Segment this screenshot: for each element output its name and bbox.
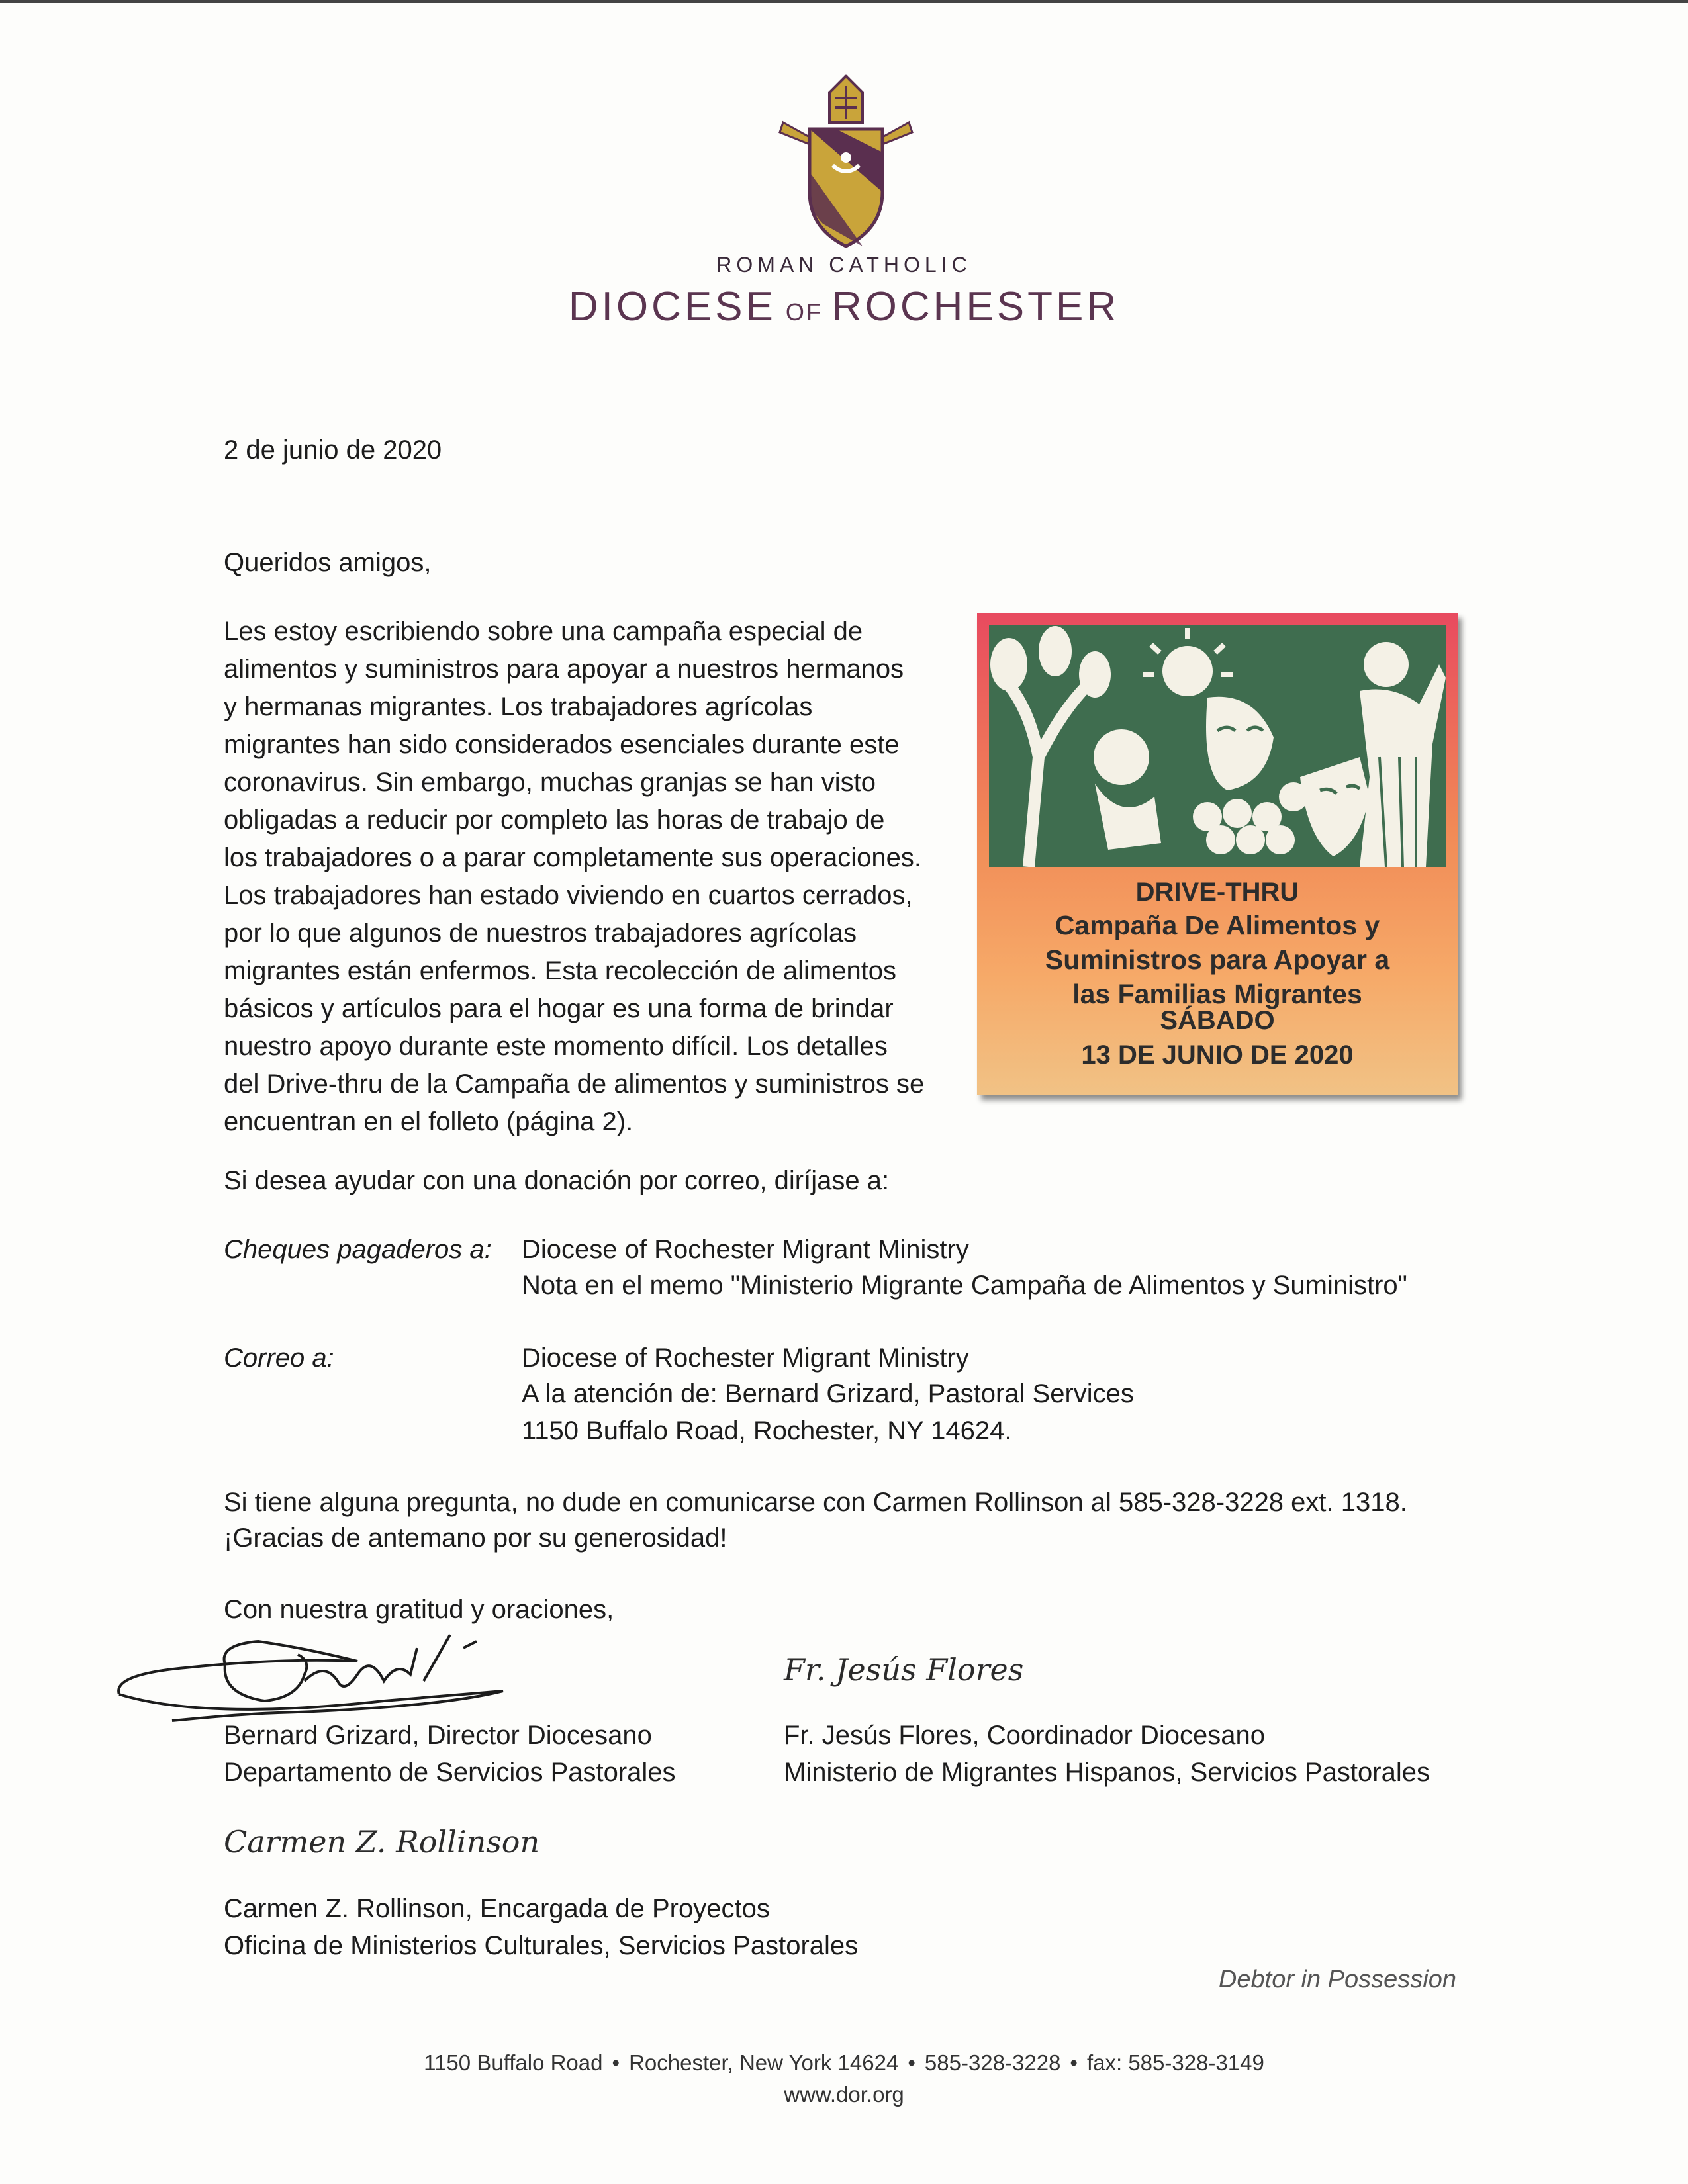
rollinson-signature: Carmen Z. Rollinson bbox=[224, 1824, 540, 1860]
footer-contact bbox=[0, 2050, 1688, 2075]
org-subtitle: ROMAN CATHOLIC bbox=[716, 253, 972, 277]
paragraph-line: migrantes están enfermos. Esta recolección de alimentos bbox=[224, 956, 897, 985]
letter-date: 2 de junio de 2020 bbox=[224, 435, 442, 465]
flyer-title: DRIVE-THRU bbox=[1135, 878, 1299, 907]
footer-website[interactable]: www.dor.org bbox=[784, 2082, 904, 2107]
footer-fax: fax: 585-328-3149 bbox=[1086, 2050, 1264, 2075]
mail-recipient: Diocese of Rochester Migrant Ministry bbox=[522, 1343, 969, 1373]
footer-separator: • bbox=[1070, 2050, 1078, 2075]
org-title bbox=[0, 283, 1688, 330]
paragraph-line: por lo que algunos de nuestros trabajadores agrícolas bbox=[224, 919, 857, 948]
paragraph-line: coronavirus. Sin embargo, muchas granjas se han visto bbox=[224, 768, 876, 797]
mail-address: 1150 Buffalo Road, Rochester, NY 14624. bbox=[522, 1416, 1012, 1445]
org-title-left: DIOCESE bbox=[568, 284, 776, 330]
org-title-of: OF bbox=[785, 298, 823, 326]
signatory-3-department: Oficina de Ministerios Culturales, Servicios Pastorales bbox=[224, 1931, 859, 1960]
paragraph-line: encuentran en el folleto (página 2). bbox=[224, 1107, 633, 1136]
flyer-illustration bbox=[989, 625, 1446, 867]
flyer-date: 13 DE JUNIO DE 2020 bbox=[1081, 1040, 1354, 1069]
flyer-line: las Familias Migrantes bbox=[1072, 979, 1362, 1009]
flyer-art-icon bbox=[989, 625, 1446, 867]
page-top-rule bbox=[0, 0, 1688, 3]
org-title-right: ROCHESTER bbox=[831, 284, 1120, 330]
mail-label: Correo a: bbox=[224, 1343, 334, 1373]
paragraph-line: alimentos y suministros para apoyar a nuestros hermanos bbox=[224, 655, 904, 684]
paragraph-line: básicos y artículos para el hogar es una forma de brindar bbox=[224, 994, 894, 1023]
debtor-stamp: Debtor in Possession bbox=[1218, 1966, 1456, 1993]
closing-line: Con nuestra gratitud y oraciones, bbox=[224, 1595, 614, 1624]
signatory-1-name: Bernard Grizard, Director Diocesano bbox=[224, 1721, 652, 1750]
letter-greeting: Queridos amigos, bbox=[224, 548, 432, 577]
checks-memo: Nota en el memo "Ministerio Migrante Campaña de Alimentos y Suministro" bbox=[522, 1271, 1407, 1300]
paragraph-line: Los trabajadores han estado viviendo en cuartos cerrados, bbox=[224, 881, 913, 910]
signatory-3-name: Carmen Z. Rollinson, Encargada de Proyectos bbox=[224, 1894, 770, 1923]
footer-address: 1150 Buffalo Road bbox=[424, 2050, 603, 2075]
signatory-1-department: Departamento de Servicios Pastorales bbox=[224, 1758, 676, 1787]
paragraph-line: Les estoy escribiendo sobre una campaña especial de bbox=[224, 617, 863, 646]
questions-contact: Si tiene alguna pregunta, no dude en comunicarse con Carmen Rollinson al 585-328-3228 ext. 1318. bbox=[224, 1488, 1407, 1517]
checks-payee: Diocese of Rochester Migrant Ministry bbox=[522, 1235, 969, 1264]
paragraph-line: obligadas a reducir por completo las horas de trabajo de bbox=[224, 805, 885, 835]
mail-attention: A la atención de: Bernard Grizard, Pastoral Services bbox=[522, 1379, 1134, 1408]
signatory-2-department: Ministerio de Migrantes Hispanos, Servicios Pastorales bbox=[784, 1758, 1430, 1787]
diocese-crest-icon bbox=[770, 73, 922, 251]
footer-separator: • bbox=[612, 2050, 620, 2075]
flyer-event-date bbox=[977, 1003, 1458, 1072]
paragraph-line: del Drive-thru de la Campaña de alimentos y suministros se bbox=[224, 1069, 925, 1099]
signatory-2-name: Fr. Jesús Flores, Coordinador Diocesano bbox=[784, 1721, 1265, 1750]
footer-separator: • bbox=[908, 2050, 915, 2075]
flores-signature: Fr. Jesús Flores bbox=[784, 1652, 1024, 1688]
thanks-line: ¡Gracias de antemano por su generosidad! bbox=[224, 1524, 727, 1553]
paragraph-line: nuestro apoyo durante este momento difícil. Los detalles bbox=[224, 1032, 888, 1061]
flyer-description bbox=[977, 908, 1458, 1011]
letter-paragraph bbox=[224, 613, 945, 1141]
footer-phone: 585-328-3228 bbox=[924, 2050, 1061, 2075]
drive-thru-flyer bbox=[977, 613, 1458, 1095]
paragraph-line: y hermanas migrantes. Los trabajadores agrícolas bbox=[224, 692, 813, 721]
flyer-line: Campaña De Alimentos y bbox=[1055, 910, 1380, 940]
flyer-line: Suministros para Apoyar a bbox=[1045, 944, 1390, 975]
paragraph-line: los trabajadores o a parar completamente sus operaciones. bbox=[224, 843, 921, 872]
flyer-day: SÁBADO bbox=[1160, 1006, 1275, 1035]
footer-city: Rochester, New York 14624 bbox=[629, 2050, 899, 2075]
checks-label: Cheques pagaderos a: bbox=[224, 1235, 492, 1264]
donation-intro: Si desea ayudar con una donación por correo, diríjase a: bbox=[224, 1166, 890, 1195]
paragraph-line: migrantes han sido considerados esenciales durante este bbox=[224, 730, 900, 759]
